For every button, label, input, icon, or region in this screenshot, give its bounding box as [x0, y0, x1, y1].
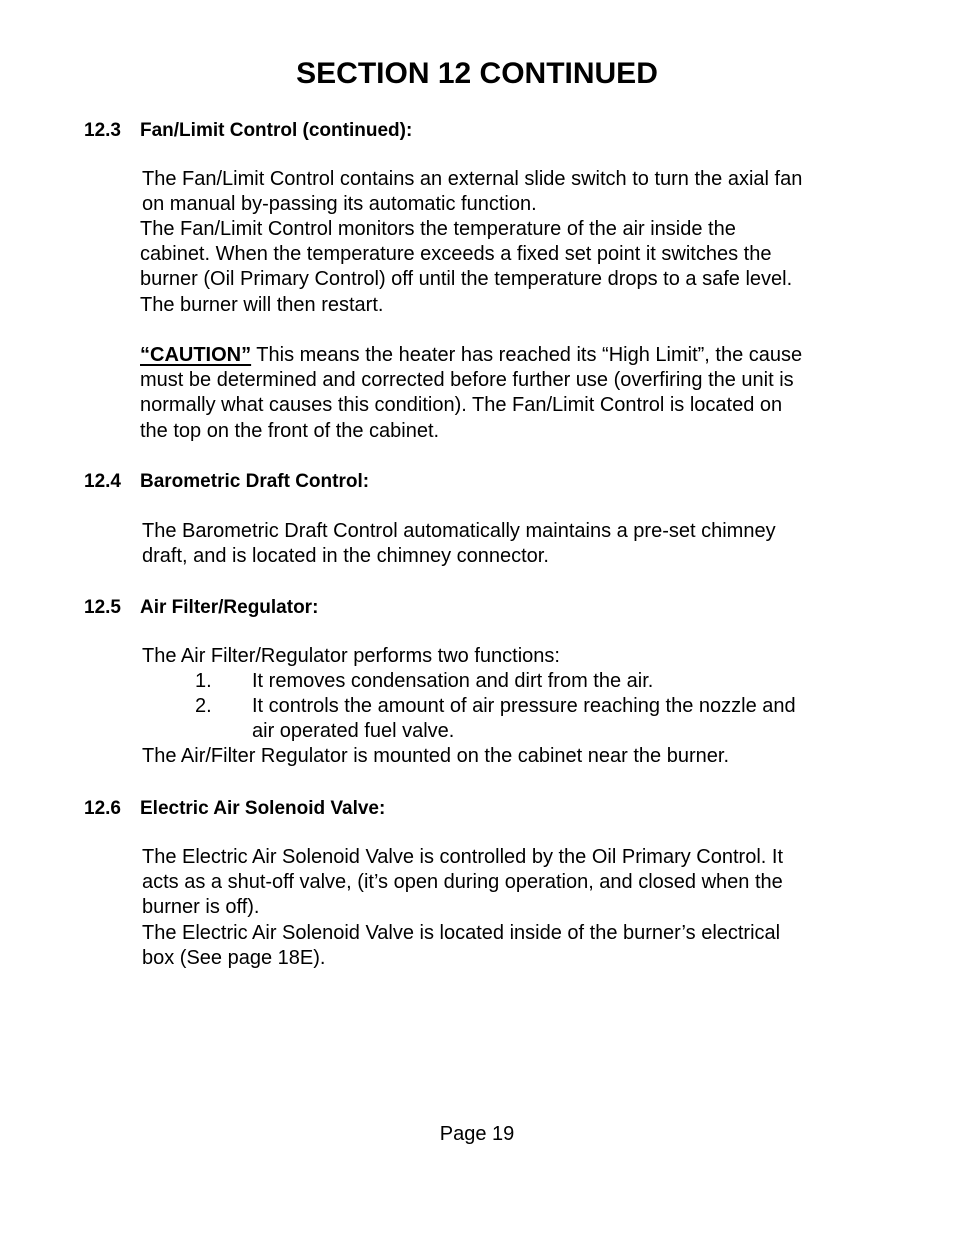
page-title: SECTION 12 CONTINUED: [296, 57, 658, 90]
list-item-continuation: [0, 719, 954, 745]
section-number: 12.5: [84, 597, 121, 618]
text-line: The Electric Air Solenoid Valve is controlled by the Oil Primary Control. It: [142, 846, 783, 868]
text-line: burner (Oil Primary Control) off until the temperature drops to a safe level.: [140, 268, 793, 291]
list-item-text: air operated fuel valve.: [252, 720, 455, 742]
text-line: normally what causes this condition). The Fan/Limit Control is located on: [140, 394, 783, 417]
section-number: 12.3: [84, 120, 121, 141]
section-heading-12-5: [84, 596, 318, 620]
text-line: draft, and is located in the chimney connector.: [142, 545, 549, 568]
section-heading-12-6: [84, 797, 385, 821]
list-item-text: It removes condensation and dirt from the air.: [252, 670, 654, 692]
text-line: cabinet. When the temperature exceeds a fixed set point it switches the: [140, 243, 772, 266]
air-filter-closing: The Air/Filter Regulator is mounted on the cabinet near the burner.: [142, 745, 730, 767]
caution-label: “CAUTION”: [140, 344, 252, 366]
list-item: [0, 669, 954, 695]
text-line: The Fan/Limit Control monitors the temperature of the air inside the: [140, 218, 736, 240]
air-filter-intro: The Air Filter/Regulator performs two functions:: [142, 645, 560, 667]
caution-text: This means the heater has reached its “High Limit”, the cause: [251, 344, 803, 366]
caution-paragraph: [140, 343, 802, 444]
list-item: [0, 694, 954, 720]
section-heading-12-4: [84, 470, 369, 494]
section-title: Fan/Limit Control (continued):: [140, 120, 413, 141]
section-title: Barometric Draft Control:: [140, 471, 370, 492]
text-line: on manual by-passing its automatic function.: [142, 193, 537, 216]
text-line: must be determined and corrected before further use (overfiring the unit is: [140, 369, 794, 392]
text-line: [140, 343, 802, 368]
text-line: The Barometric Draft Control automatically maintains a pre-set chimney: [142, 520, 776, 542]
section-title: Air Filter/Regulator:: [140, 597, 319, 618]
barometric-para: [142, 519, 776, 569]
text-line: The burner will then restart.: [140, 293, 384, 316]
list-item-number: 2.: [195, 695, 212, 717]
solenoid-para: [142, 845, 783, 971]
section-number: 12.6: [84, 798, 121, 819]
fan-limit-para-2: [140, 217, 792, 318]
fan-limit-para-1: [142, 167, 802, 217]
section-number: 12.4: [84, 471, 121, 492]
text-line: The Fan/Limit Control contains an external slide switch to turn the axial fan: [142, 168, 803, 190]
text-line: burner is off).: [142, 896, 260, 919]
text-line: box (See page 18E).: [142, 946, 326, 969]
text-line: the top on the front of the cabinet.: [140, 419, 440, 442]
section-title: Electric Air Solenoid Valve:: [140, 798, 386, 819]
text-line: The Electric Air Solenoid Valve is located inside of the burner’s electrical: [142, 921, 781, 944]
text-line: acts as a shut-off valve, (it’s open during operation, and closed when the: [142, 871, 783, 894]
list-item-number: 1.: [195, 670, 212, 692]
page-number: Page 19: [439, 1123, 515, 1145]
section-heading-12-3: [84, 119, 412, 143]
list-item-text: It controls the amount of air pressure reaching the nozzle and: [252, 695, 796, 717]
